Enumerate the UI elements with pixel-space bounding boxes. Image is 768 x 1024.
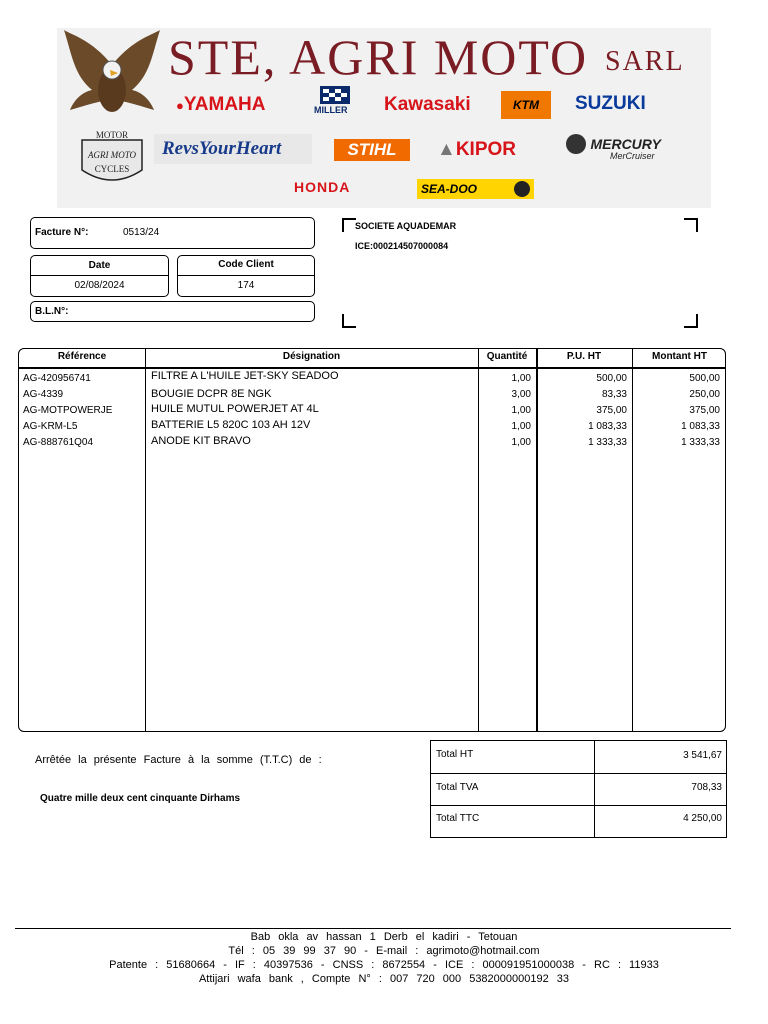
footer-legal-ids: Patente : 51680664 - IF : 40397536 - CNSS : 8672554 - ICE : 000091951000038 - RC : 11933: [109, 959, 659, 971]
total-tva-value: 708,33: [691, 782, 722, 793]
date-box: [30, 255, 169, 297]
brand-suzuki: SUZUKI: [575, 93, 646, 114]
brand-yamaha: ●YAMAHA: [176, 94, 266, 115]
bl-label: B.L.N°:: [35, 306, 69, 317]
total-ht-label: Total HT: [436, 749, 474, 760]
date-label: Date: [88, 260, 111, 271]
customer-ice: ICE:000214507000084: [355, 241, 449, 251]
company-suffix: SARL: [605, 46, 685, 77]
footer-bank: Attijari wafa bank , Compte N° : 007 720 000 5382000000192 33: [198, 973, 570, 985]
brand-mercury: MERCURY MerCruiser: [566, 134, 661, 154]
header-quantite: Quantité: [486, 351, 528, 362]
row-designation: ANODE KIT BRAVO: [151, 435, 251, 447]
row-quantity: 1,00: [511, 437, 531, 448]
footer-divider: [15, 928, 731, 929]
facture-box: [30, 217, 315, 249]
row-reference: AG-KRM-L5: [23, 421, 78, 432]
items-table: [18, 348, 726, 732]
date-value: 02/08/2024: [74, 280, 125, 291]
facture-value: 0513/24: [123, 227, 160, 238]
client-value: 174: [237, 280, 255, 291]
footer-contact: Tél : 05 39 99 37 90 - E-mail : agrimoto@hotmail.com: [228, 945, 540, 957]
total-tva-label: Total TVA: [436, 782, 479, 793]
row-amount: 375,00: [689, 405, 720, 416]
header-montant-ht: Montant HT: [652, 351, 707, 362]
logo-text-mid: AGRI MOTO: [87, 150, 137, 160]
brand-revsyourheart: RevsYourHeart: [154, 134, 312, 164]
row-unit-price: 375,00: [596, 405, 627, 416]
row-unit-price: 500,00: [596, 373, 627, 384]
row-unit-price: 83,33: [601, 389, 627, 400]
header-reference: Référence: [57, 351, 107, 362]
row-quantity: 1,00: [511, 421, 531, 432]
totals-box: [430, 740, 727, 838]
total-ttc-value: 4 250,00: [683, 813, 722, 824]
brand-kawasaki: Kawasaki: [384, 94, 471, 115]
brand-stihl: STIHL: [334, 139, 410, 161]
row-quantity: 1,00: [511, 405, 531, 416]
bl-box: [30, 301, 315, 322]
footer-address: Bab okla av hassan 1 Derb el kadiri - Tetouan: [250, 931, 518, 943]
row-designation: HUILE MUTUL POWERJET AT 4L: [151, 403, 319, 415]
row-amount: 1 333,33: [681, 437, 720, 448]
row-designation: BATTERIE L5 820C 103 AH 12V: [151, 419, 311, 431]
brand-seadoo: SEA-DOO: [417, 179, 534, 199]
row-quantity: 1,00: [511, 373, 531, 384]
row-reference: AG-4339: [23, 389, 64, 400]
row-unit-price: 1 333,33: [588, 437, 627, 448]
bracket-top-right: [684, 218, 698, 232]
arretee-text: Arrêtée la présente Facture à la somme (T.T.C) de :: [35, 754, 322, 766]
bracket-bottom-right: [684, 314, 698, 328]
logo-text-top: MOTOR: [95, 130, 129, 140]
header-designation: Désignation: [282, 351, 341, 362]
client-label: Code Client: [218, 259, 274, 270]
facture-label: Facture N°:: [35, 227, 89, 238]
row-quantity: 3,00: [511, 389, 531, 400]
row-amount: 500,00: [689, 373, 720, 384]
row-reference: AG-MOTPOWERJE: [23, 405, 113, 416]
customer-name: SOCIETE AQUADEMAR: [355, 221, 457, 231]
eagle-logo: [62, 30, 162, 190]
row-reference: AG-888761Q04: [23, 437, 94, 448]
brand-ktm: KTM: [501, 91, 551, 119]
header-pu-ht: P.U. HT: [566, 351, 602, 362]
amount-in-words: Quatre mille deux cent cinquante Dirhams: [40, 793, 241, 804]
row-designation: BOUGIE DCPR 8E NGK: [151, 388, 272, 400]
row-amount: 1 083,33: [681, 421, 720, 432]
row-amount: 250,00: [689, 389, 720, 400]
brand-kipor: ▲KIPOR: [437, 139, 516, 160]
bracket-bottom-left: [342, 314, 356, 328]
total-ht-value: 3 541,67: [683, 750, 722, 761]
client-box: [177, 255, 315, 297]
company-title: STE, AGRI MOTO: [168, 29, 589, 85]
brand-honda: HONDA: [294, 179, 351, 195]
bracket-top-left: [342, 218, 356, 232]
brand-miller: MILLER: [310, 84, 362, 120]
row-unit-price: 1 083,33: [588, 421, 627, 432]
total-ttc-label: Total TTC: [436, 813, 480, 824]
logo-text-bot: CYCLES: [94, 164, 130, 174]
row-designation: FILTRE A L'HUILE JET-SKY SEADOO: [151, 370, 339, 382]
row-reference: AG-420956741: [23, 373, 91, 384]
